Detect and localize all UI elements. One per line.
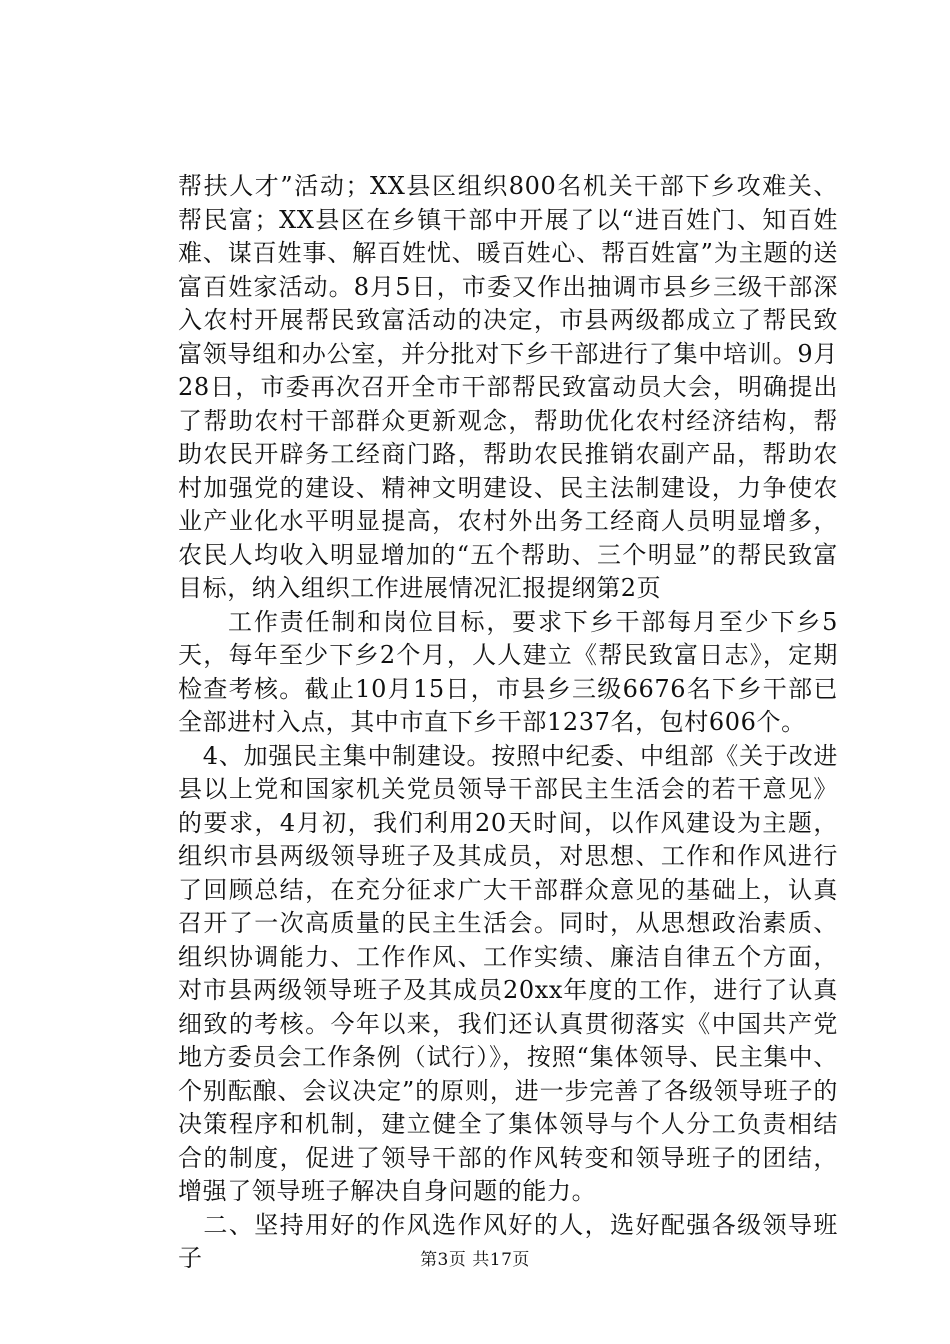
section-heading-two: 二、坚持用好的作风选作风好的人，选好配强各级领导班子 — [178, 1210, 838, 1272]
paragraph-continued: 帮扶人才”活动；XX县区组织800名机关干部下乡攻难关、帮民富；XX县区在乡镇干部中开展了以“进百姓门、知百姓难、谋百姓事、解百姓忧、暖百姓心、帮百姓富”为主题的送富百姓家活动。8月5日，市委又作出抽调市县乡三级干部深入农村开展帮民致富活动的决定，市县两级都成立了帮民致富领导组和办公室，并分批对下乡干部进行了集中培训。9月28日，市委再次召开全市干部帮民致富动员大会，明确提出了帮助农村干部群众更新观念，帮助优化农村经济结构，帮助农民开辟务工经商门路，帮助农民推销农副产品，帮助农村加强党的建设、精神文明建设、民主法制建设，力争使农业产业化水平明显提高，农村外出务工经商人员明显增多，农民人均收入明显增加的“五个帮助、三个明显”的帮民致富目标，纳入组织工作进展情况汇报提纲第2页 — [178, 172, 838, 602]
page-footer: 第3页 共17页 — [420, 1250, 530, 1270]
paragraph-democratic-centralism: 4、加强民主集中制建设。按照中纪委、中组部《关于改进县以上党和国家机关党员领导干部民主生活会的若干意见》的要求，4月初，我们利用20天时间，以作风建设为主题，组织市县两级领导班子及其成员，对思想、工作和作风进行了回顾总结，在充分征求广大干部群众意见的基础上，认真召开了一次高质量的民主生活会。同时，从思想政治素质、组织协调能力、工作作风、工作实绩、廉洁自律五个方面，对市县两级领导班子及其成员20xx年度的工作，进行了认真细致的考核。今年以来，我们还认真贯彻落实《中国共产党地方委员会工作条例（试行）》，按照“集体领导、民主集中、个别酝酿、会议决定”的原则，进一步完善了各级领导班子的决策程序和机制，建立健全了集体领导与个人分工负责相结合的制度，促进了领导干部的作风转变和领导班子的团结，增强了领导班子解决自身问题的能力。 — [178, 741, 838, 1205]
document-body — [178, 170, 838, 1276]
paragraph-responsibility: 工作责任制和岗位目标，要求下乡干部每月至少下乡5天，每年至少下乡2个月，人人建立《帮民致富日志》，定期检查考核。截止10月15日，市县乡三级6676名下乡干部已全部进村入点，其中市直下乡干部1237名，包村606个。 — [178, 607, 838, 736]
